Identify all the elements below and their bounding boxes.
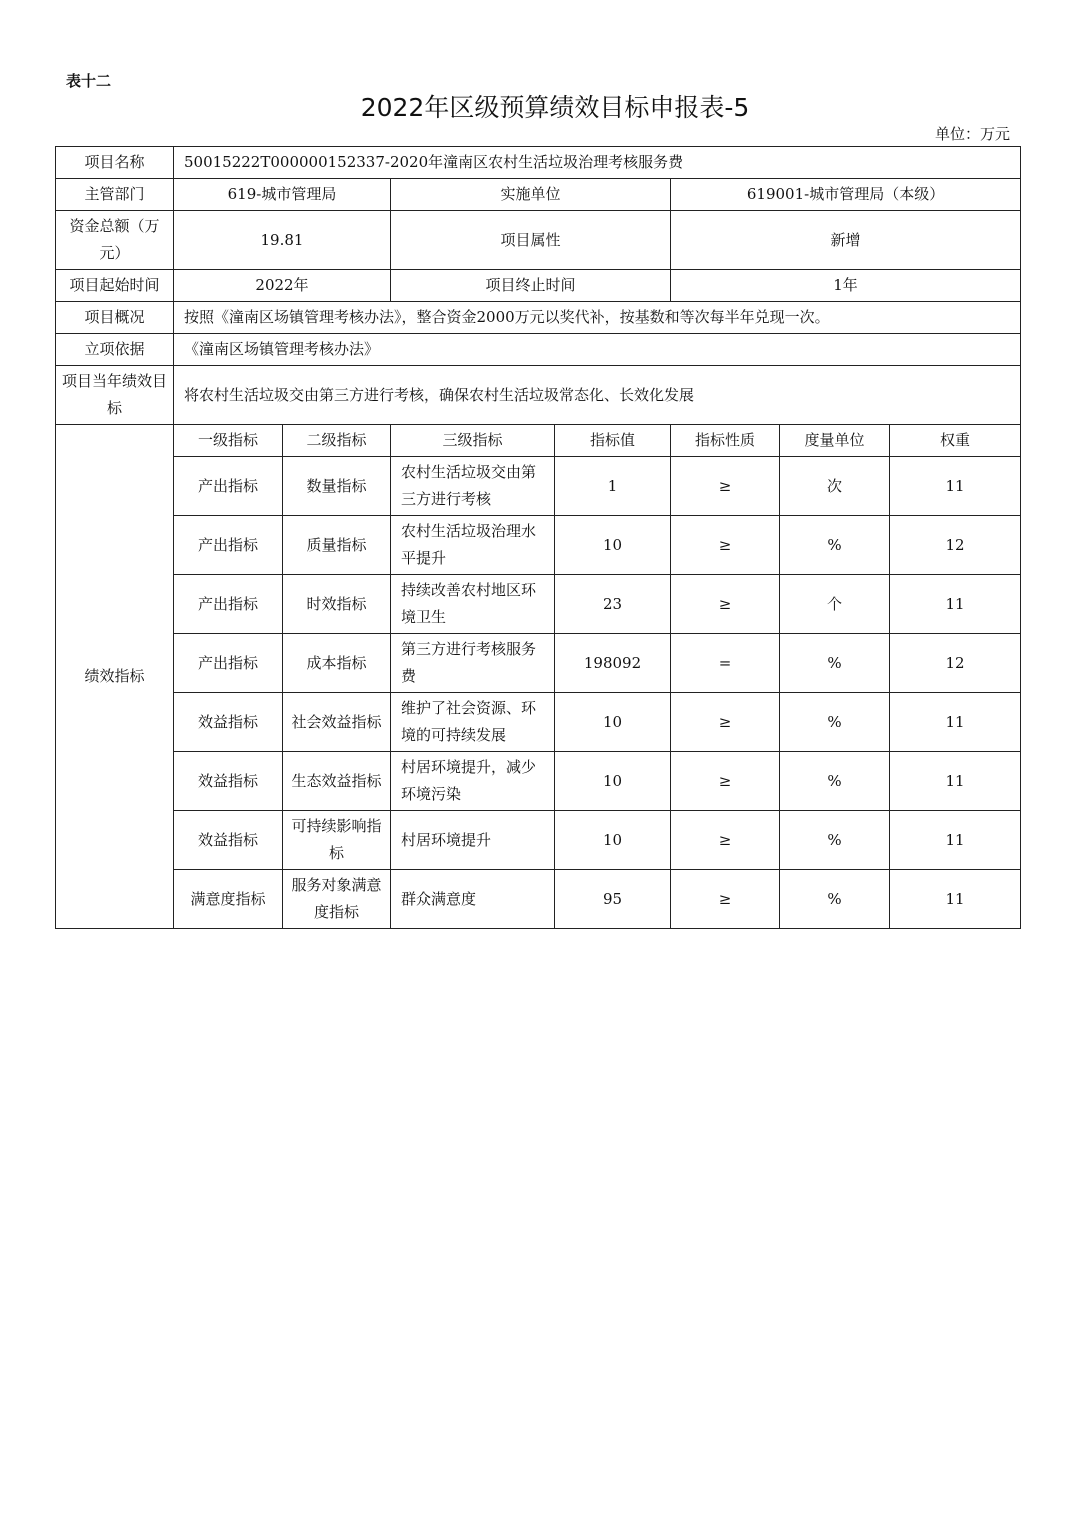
unit-cell: 个 xyxy=(780,575,890,634)
table-row xyxy=(56,811,1021,870)
l1-cell: 效益指标 xyxy=(174,693,283,752)
impl-unit-value: 619001-城市管理局（本级） xyxy=(671,179,1021,211)
unit-cell: % xyxy=(780,752,890,811)
nature-cell: = xyxy=(671,634,780,693)
l3-cell: 村居环境提升 xyxy=(391,811,555,870)
weight-cell: 11 xyxy=(890,575,1021,634)
basis-value: 《潼南区场镇管理考核办法》 xyxy=(174,334,1021,366)
table-row xyxy=(56,634,1021,693)
basis-label: 立项依据 xyxy=(56,334,174,366)
weight-cell: 11 xyxy=(890,457,1021,516)
end-value: 1年 xyxy=(671,270,1021,302)
l2-cell: 成本指标 xyxy=(283,634,391,693)
attr-label: 项目属性 xyxy=(391,211,671,270)
impl-unit-label: 实施单位 xyxy=(391,179,671,211)
end-label: 项目终止时间 xyxy=(391,270,671,302)
dept-value: 619-城市管理局 xyxy=(174,179,391,211)
table-row xyxy=(56,575,1021,634)
unit-label: 单位：万元 xyxy=(934,125,1010,143)
nature-cell: ≥ xyxy=(671,870,780,929)
header-l2: 二级指标 xyxy=(283,425,391,457)
value-cell: 10 xyxy=(555,693,671,752)
table-row xyxy=(56,516,1021,575)
page-title: 2022年区级预算绩效目标申报表-5 xyxy=(360,93,750,122)
weight-cell: 12 xyxy=(890,516,1021,575)
header-unit: 度量单位 xyxy=(780,425,890,457)
l1-cell: 产出指标 xyxy=(174,516,283,575)
row-goal xyxy=(56,366,1021,425)
nature-cell: ≥ xyxy=(671,811,780,870)
unit-cell: % xyxy=(780,516,890,575)
value-cell: 10 xyxy=(555,811,671,870)
l1-cell: 产出指标 xyxy=(174,457,283,516)
unit-cell: % xyxy=(780,693,890,752)
overview-value: 按照《潼南区场镇管理考核办法》，整合资金2000万元以奖代补，按基数和等次每半年兑现一次。 xyxy=(174,302,1021,334)
nature-cell: ≥ xyxy=(671,457,780,516)
value-cell: 10 xyxy=(555,752,671,811)
weight-cell: 11 xyxy=(890,811,1021,870)
l3-cell: 维护了社会资源、环境的可持续发展 xyxy=(391,693,555,752)
start-label: 项目起始时间 xyxy=(56,270,174,302)
nature-cell: ≥ xyxy=(671,516,780,575)
budget-performance-table xyxy=(55,146,1021,929)
perf-header-row xyxy=(56,425,1021,457)
goal-value: 将农村生活垃圾交由第三方进行考核，确保农村生活垃圾常态化、长效化发展 xyxy=(174,366,1021,425)
project-name-label: 项目名称 xyxy=(56,147,174,179)
unit-cell: % xyxy=(780,870,890,929)
l2-cell: 服务对象满意度指标 xyxy=(283,870,391,929)
fund-label: 资金总额（万元） xyxy=(56,211,174,270)
unit-cell: % xyxy=(780,811,890,870)
row-fund xyxy=(56,211,1021,270)
l2-cell: 社会效益指标 xyxy=(283,693,391,752)
header-value: 指标值 xyxy=(555,425,671,457)
fund-value: 19.81 xyxy=(174,211,391,270)
goal-label: 项目当年绩效目标 xyxy=(56,366,174,425)
value-cell: 1 xyxy=(555,457,671,516)
unit-cell: 次 xyxy=(780,457,890,516)
l3-cell: 群众满意度 xyxy=(391,870,555,929)
value-cell: 10 xyxy=(555,516,671,575)
table-row xyxy=(56,870,1021,929)
value-cell: 198092 xyxy=(555,634,671,693)
l2-cell: 质量指标 xyxy=(283,516,391,575)
l1-cell: 效益指标 xyxy=(174,752,283,811)
l1-cell: 满意度指标 xyxy=(174,870,283,929)
attr-value: 新增 xyxy=(671,211,1021,270)
l1-cell: 效益指标 xyxy=(174,811,283,870)
l2-cell: 生态效益指标 xyxy=(283,752,391,811)
header-nature: 指标性质 xyxy=(671,425,780,457)
header-weight: 权重 xyxy=(890,425,1021,457)
weight-cell: 11 xyxy=(890,693,1021,752)
l3-cell: 第三方进行考核服务费 xyxy=(391,634,555,693)
l2-cell: 可持续影响指标 xyxy=(283,811,391,870)
header-l3: 三级指标 xyxy=(391,425,555,457)
dept-label: 主管部门 xyxy=(56,179,174,211)
overview-label: 项目概况 xyxy=(56,302,174,334)
l3-cell: 农村生活垃圾治理水平提升 xyxy=(391,516,555,575)
l3-cell: 农村生活垃圾交由第三方进行考核 xyxy=(391,457,555,516)
project-name-value: 50015222T000000152337-2020年潼南区农村生活垃圾治理考核服务费 xyxy=(174,147,1021,179)
table-row xyxy=(56,752,1021,811)
value-cell: 95 xyxy=(555,870,671,929)
nature-cell: ≥ xyxy=(671,752,780,811)
row-department xyxy=(56,179,1021,211)
l3-cell: 持续改善农村地区环境卫生 xyxy=(391,575,555,634)
table-row xyxy=(56,693,1021,752)
nature-cell: ≥ xyxy=(671,575,780,634)
unit-cell: % xyxy=(780,634,890,693)
l1-cell: 产出指标 xyxy=(174,634,283,693)
row-overview xyxy=(56,302,1021,334)
table-row xyxy=(56,457,1021,516)
nature-cell: ≥ xyxy=(671,693,780,752)
table-number: 表十二 xyxy=(66,72,112,90)
weight-cell: 12 xyxy=(890,634,1021,693)
l3-cell: 村居环境提升，减少环境污染 xyxy=(391,752,555,811)
row-period xyxy=(56,270,1021,302)
start-value: 2022年 xyxy=(174,270,391,302)
header-l1: 一级指标 xyxy=(174,425,283,457)
row-project-name xyxy=(56,147,1021,179)
l2-cell: 时效指标 xyxy=(283,575,391,634)
perf-section-label: 绩效指标 xyxy=(56,425,174,929)
weight-cell: 11 xyxy=(890,752,1021,811)
value-cell: 23 xyxy=(555,575,671,634)
l2-cell: 数量指标 xyxy=(283,457,391,516)
row-basis xyxy=(56,334,1021,366)
l1-cell: 产出指标 xyxy=(174,575,283,634)
weight-cell: 11 xyxy=(890,870,1021,929)
